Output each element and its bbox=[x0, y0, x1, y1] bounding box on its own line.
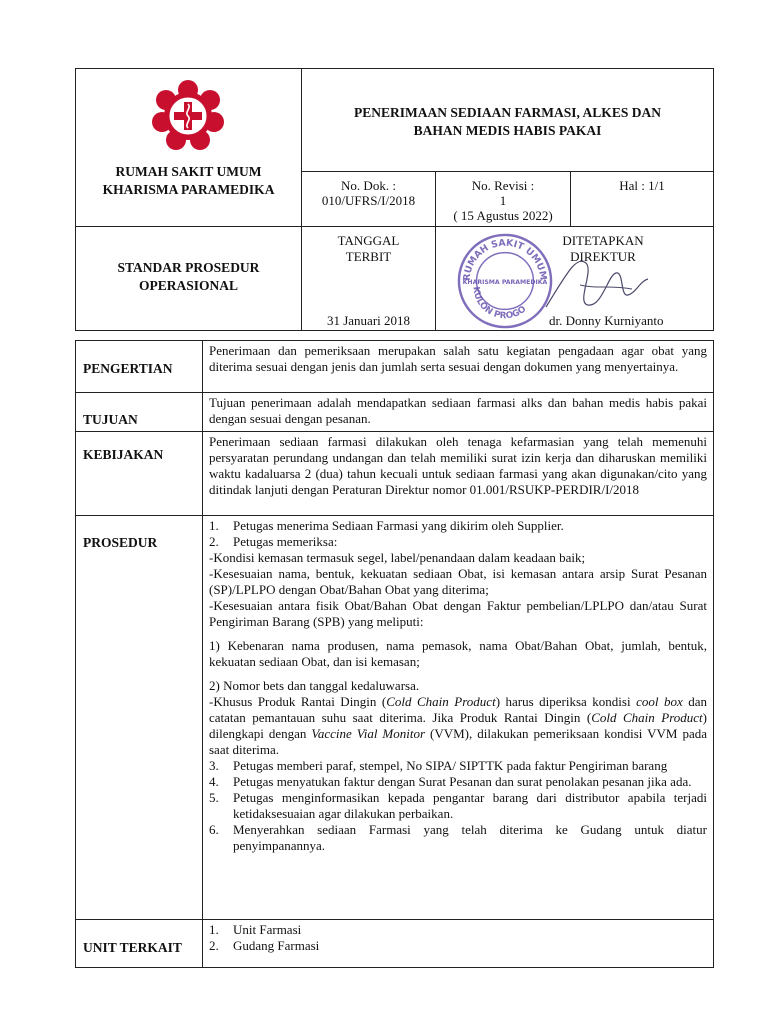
issued-label-line2: TERBIT bbox=[345, 249, 392, 264]
document-title bbox=[302, 69, 714, 172]
section-prosedur bbox=[76, 516, 714, 920]
section-unit-terkait bbox=[76, 920, 714, 968]
list-item: 1. Unit Farmasi bbox=[209, 922, 302, 937]
hospital-identity bbox=[76, 69, 302, 227]
list-item: 1. Petugas menerima Sediaan Farmasi yang dikirim oleh Supplier. bbox=[209, 518, 564, 533]
check-point-2: 2) Nomor bets dan tanggal kedaluwarsa. bbox=[209, 678, 420, 693]
approved-line2: DIREKTUR bbox=[570, 249, 636, 264]
stamp-text-top: RUMAH SAKIT UMUM bbox=[461, 237, 549, 282]
approval bbox=[436, 227, 714, 331]
section-kebijakan bbox=[76, 432, 714, 516]
issued-date-value: 31 Januari 2018 bbox=[326, 313, 411, 328]
doc-number-value: 010/UFRS/I/2018 bbox=[321, 193, 416, 208]
revision-date: ( 15 Agustus 2022) bbox=[453, 208, 553, 223]
unit-list bbox=[203, 920, 714, 968]
kebijakan-label: KEBIJAKAN bbox=[83, 447, 164, 462]
list-item: 2. Gudang Farmasi bbox=[209, 938, 320, 953]
document-header bbox=[75, 68, 714, 331]
page-number bbox=[571, 172, 714, 227]
unit-label: UNIT TERKAIT bbox=[83, 940, 182, 955]
revision-number bbox=[436, 172, 571, 227]
cold-chain-paragraph: -Khusus Produk Rantai Dingin (Cold Chain Product) harus diperiksa kondisi cool box dan catatan pemantauan suhu saat diterima. Jika Produk Rantai Dingin (Cold Chain Product) dilengkapi dengan Vaccine Vial Monitor (VVM), dilakukan pemeriksaan kondisi VVM pada saat diterima. bbox=[209, 694, 708, 757]
section-label bbox=[76, 393, 203, 432]
tujuan-label: TUJUAN bbox=[83, 412, 138, 427]
section-tujuan bbox=[76, 393, 714, 432]
approved-line1: DITETAPKAN bbox=[562, 233, 644, 248]
section-label bbox=[76, 341, 203, 393]
list-item: 6. Menyerahkan sediaan Farmasi yang telah diterima ke Gudang untuk diatur penyimpanannya. bbox=[209, 822, 707, 853]
pengertian-label: PENGERTIAN bbox=[83, 361, 173, 376]
stamp-text-center: KHARISMA PARAMEDIKA bbox=[462, 278, 548, 286]
check-condition: -Kondisi kemasan termasuk segel, label/penandaan dalam keadaan baik; bbox=[209, 550, 586, 565]
check-physical: -Kesesuaian antara fisik Obat/Bahan Obat dengan Faktur pembelian/LPLPO dan/atau Surat Pengiriman Barang (SPB) yang meliputi: bbox=[209, 598, 707, 629]
sop-type bbox=[76, 227, 302, 331]
list-item: 5. Petugas menginformasikan kepada pengantar barang dari distributor apabila terjadi ketidaksesuaian agar dilakukan perbaikan. bbox=[209, 790, 707, 821]
check-suitability: -Kesesuaian nama, bentuk, kekuatan sediaan Obat, isi kemasan antara arsip Surat Pesanan (SP)/LPLPO dengan Obat/Bahan Obat yang diterima; bbox=[209, 566, 707, 597]
tujuan-text: Tujuan penerimaan adalah mendapatkan sediaan farmasi alks dan bahan medis habis pakai dengan sesuai dengan pesanan. bbox=[203, 393, 714, 432]
document-number bbox=[302, 172, 436, 227]
sop-line1: STANDAR PROSEDUR bbox=[117, 260, 260, 275]
list-item: 2. Petugas memeriksa: bbox=[209, 534, 338, 549]
hospital-logo-icon bbox=[152, 80, 224, 152]
director-name: dr. Donny Kurniyanto bbox=[549, 313, 664, 328]
hospital-name-line1: RUMAH SAKIT UMUM bbox=[115, 164, 262, 179]
kebijakan-text: Penerimaan sediaan farmasi dilakukan oleh tenaga kefarmasian yang telah memenuhi persyaratan perundang undangan dan telah memiliki surat izin kerja dan diharuskan memiliki waktu kadaluarsa 2 (dua) tahun kecuali untuk sediaan farmasi yang akan digunakan/cito yang ditindak lanjuti dengan Peraturan Direktur nomor 01.001/RSUKP-PERDIR/I/2018 bbox=[203, 432, 714, 516]
list-item: 4. Petugas menyatukan faktur dengan Surat Pesanan dan surat penolakan pesanan jika ada. bbox=[209, 774, 692, 789]
section-label bbox=[76, 432, 203, 516]
list-item: 3. Petugas memberi paraf, stempel, No SIPA/ SIPTTK pada faktur Pengiriman barang bbox=[209, 758, 668, 773]
svg-text:KULON PROGO bbox=[470, 286, 528, 321]
section-pengertian bbox=[76, 341, 714, 393]
section-label bbox=[76, 920, 203, 968]
revision-label: No. Revisi : bbox=[471, 178, 535, 193]
prosedur-content bbox=[203, 516, 714, 920]
title-line1: PENERIMAAN SEDIAAN FARMASI, ALKES DAN bbox=[354, 105, 661, 120]
section-label bbox=[76, 516, 203, 920]
check-point-1: 1) Kebenaran nama produsen, nama pemasok, nama Obat/Bahan Obat, jumlah, bentuk, kekuatan sediaan Obat, dan isi kemasan; bbox=[209, 638, 707, 669]
stamp-text-bottom: KULON PROGO bbox=[470, 286, 529, 322]
prosedur-label: PROSEDUR bbox=[83, 535, 158, 550]
sop-line2: OPERASIONAL bbox=[138, 278, 238, 293]
issue-date bbox=[302, 227, 436, 331]
document-body bbox=[75, 340, 714, 968]
revision-value: 1 bbox=[499, 193, 507, 208]
title-line2: BAHAN MEDIS HABIS PAKAI bbox=[413, 123, 602, 138]
page-label: Hal : 1/1 bbox=[619, 178, 665, 193]
doc-number-label: No. Dok. : bbox=[341, 178, 396, 193]
hospital-name-line2: KHARISMA PARAMEDIKA bbox=[102, 182, 275, 197]
pengertian-text: Penerimaan dan pemeriksaan merupakan salah satu kegiatan pengadaan agar obat yang diterima sesuai dengan jenis dan jumlah serta sesuai dengan dokumen yang menyertainya. bbox=[203, 341, 714, 393]
issued-label-line1: TANGGAL bbox=[337, 233, 400, 248]
